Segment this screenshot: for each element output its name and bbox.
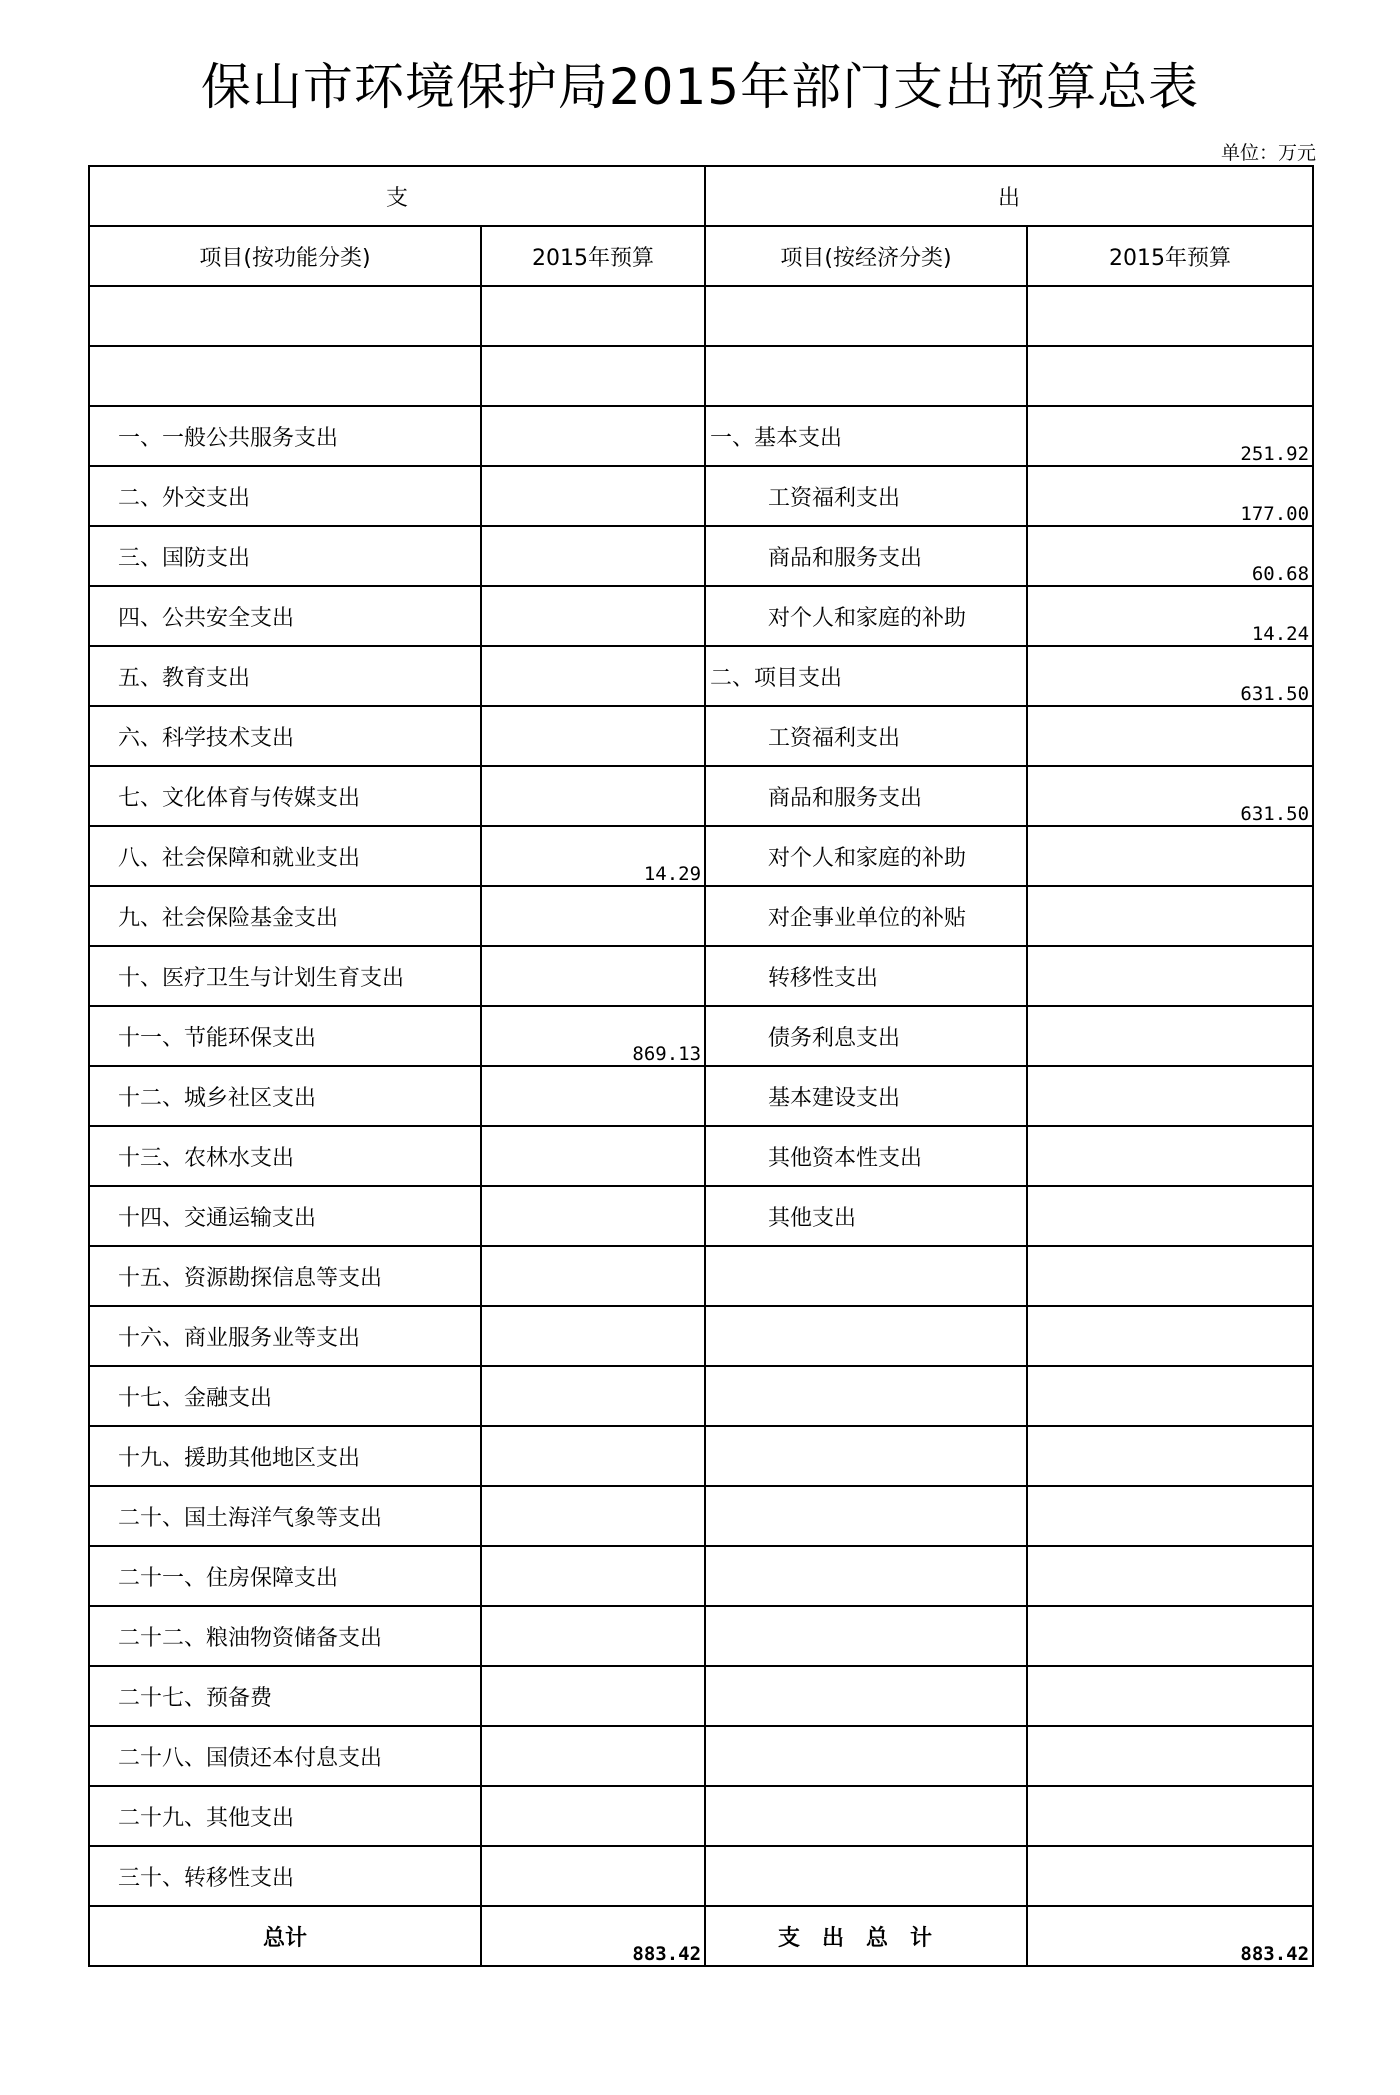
table-row [89,1846,1313,1906]
econ-item-cell [705,1306,1027,1366]
amount-value: 631.50 [1240,803,1310,825]
econ-budget-cell [1027,646,1313,706]
page-title: 保山市环境保护局2015年部门支出预算总表 [200,58,1200,116]
econ-budget-cell [1027,1486,1313,1546]
econ-budget-cell [1027,946,1313,1006]
econ-budget-cell [1027,1726,1313,1786]
econ-item-cell [705,1426,1027,1486]
total-econ-amount-cell [1027,1906,1313,1966]
amount-value: 14.29 [643,863,702,885]
col-header-func-budget: 2015年预算 [481,226,705,286]
func-item-cell: 十六、商业服务业等支出 [89,1306,481,1366]
func-budget-cell [481,946,705,1006]
econ-item-cell: 对个人和家庭的补助 [705,826,1027,886]
econ-budget-cell [1027,1426,1313,1486]
econ-item-cell: 债务利息支出 [705,1006,1027,1066]
func-budget-cell [481,526,705,586]
econ-item-cell [705,1726,1027,1786]
table-row [89,766,1313,826]
func-item-cell: 九、社会保险基金支出 [89,886,481,946]
econ-item-cell [705,1366,1027,1426]
func-budget-cell [481,1846,705,1906]
table-row [89,1786,1313,1846]
func-item-cell: 十七、金融支出 [89,1366,481,1426]
econ-budget-cell [1027,706,1313,766]
econ-item-cell [705,1546,1027,1606]
amount-value: 631.50 [1240,683,1310,705]
econ-item-cell: 基本建设支出 [705,1066,1027,1126]
unit-label: 单位：万元 [1220,142,1316,164]
func-item-cell: 十四、交通运输支出 [89,1186,481,1246]
table-row [89,1186,1313,1246]
econ-item-cell [705,286,1027,346]
econ-budget-cell [1027,586,1313,646]
total-row [89,1906,1313,1966]
col-header-econ-budget: 2015年预算 [1027,226,1313,286]
func-budget-cell [481,886,705,946]
table-row [89,286,1313,346]
econ-item-cell [705,1846,1027,1906]
func-item-cell: 二十九、其他支出 [89,1786,481,1846]
econ-item-cell [705,1246,1027,1306]
func-item-cell: 二十、国土海洋气象等支出 [89,1486,481,1546]
econ-budget-cell [1027,886,1313,946]
amount-value: 251.92 [1240,443,1310,465]
econ-budget-cell [1027,1846,1313,1906]
col-header-econ-item: 项目(按经济分类) [705,226,1027,286]
table-row [89,1126,1313,1186]
econ-item-cell: 对企事业单位的补贴 [705,886,1027,946]
econ-budget-cell [1027,766,1313,826]
budget-table-body [89,166,1313,1966]
func-budget-cell [481,1366,705,1426]
table-row [89,1606,1313,1666]
table-row [89,826,1313,886]
econ-item-cell [705,1786,1027,1846]
econ-budget-cell [1027,1666,1313,1726]
func-item-cell: 二十二、粮油物资储备支出 [89,1606,481,1666]
func-item-cell: 三、国防支出 [89,526,481,586]
total-econ-label-cell: 支出总计 [705,1906,1027,1966]
func-budget-cell [481,646,705,706]
econ-item-cell [705,346,1027,406]
func-item-cell: 二十一、住房保障支出 [89,1546,481,1606]
func-item-cell: 十九、援助其他地区支出 [89,1426,481,1486]
func-budget-cell [481,1666,705,1726]
econ-item-cell: 对个人和家庭的补助 [705,586,1027,646]
table-row [89,1486,1313,1546]
func-item-cell: 七、文化体育与传媒支出 [89,766,481,826]
econ-budget-cell [1027,826,1313,886]
header-row-side [89,166,1313,226]
table-row [89,466,1313,526]
table-row [89,1366,1313,1426]
econ-item-cell: 商品和服务支出 [705,526,1027,586]
func-budget-cell [481,586,705,646]
budget-table [88,165,1314,1967]
func-budget-cell [481,1606,705,1666]
econ-item-cell: 工资福利支出 [705,706,1027,766]
econ-budget-cell [1027,1006,1313,1066]
econ-item-cell [705,1666,1027,1726]
func-budget-cell [481,826,705,886]
econ-item-cell: 转移性支出 [705,946,1027,1006]
func-item-cell: 八、社会保障和就业支出 [89,826,481,886]
econ-budget-cell [1027,1186,1313,1246]
total-label-cell: 总计 [89,1906,481,1966]
econ-budget-cell [1027,1546,1313,1606]
func-item-cell: 二十七、预备费 [89,1666,481,1726]
func-budget-cell [481,286,705,346]
econ-budget-cell [1027,1786,1313,1846]
econ-budget-cell [1027,346,1313,406]
func-budget-cell [481,1186,705,1246]
econ-budget-cell [1027,466,1313,526]
econ-budget-cell [1027,1306,1313,1366]
table-row [89,646,1313,706]
econ-budget-cell [1027,406,1313,466]
amount-value: 177.00 [1240,503,1310,525]
func-budget-cell [481,346,705,406]
table-row [89,886,1313,946]
table-row [89,706,1313,766]
table-row [89,946,1313,1006]
func-budget-cell [481,1426,705,1486]
econ-budget-cell [1027,1126,1313,1186]
table-row [89,1006,1313,1066]
econ-item-cell [705,1606,1027,1666]
econ-item-cell: 二、项目支出 [705,646,1027,706]
table-row [89,526,1313,586]
func-budget-cell [481,406,705,466]
header-right-cell: 出 [705,166,1313,226]
table-row [89,346,1313,406]
amount-value: 883.42 [632,1943,702,1965]
econ-budget-cell [1027,1066,1313,1126]
func-budget-cell [481,1546,705,1606]
amount-value: 869.13 [632,1043,702,1065]
amount-value: 883.42 [1240,1943,1310,1965]
total-func-amount-cell [481,1906,705,1966]
func-item-cell: 十五、资源勘探信息等支出 [89,1246,481,1306]
table-row [89,1246,1313,1306]
table-row [89,1726,1313,1786]
func-budget-cell [481,1306,705,1366]
header-left-cell: 支 [89,166,705,226]
econ-budget-cell [1027,286,1313,346]
func-budget-cell [481,706,705,766]
func-item-cell: 五、教育支出 [89,646,481,706]
func-item-cell: 十、医疗卫生与计划生育支出 [89,946,481,1006]
func-item-cell: 二、外交支出 [89,466,481,526]
func-budget-cell [481,766,705,826]
table-row [89,1546,1313,1606]
table-row [89,586,1313,646]
func-budget-cell [481,466,705,526]
func-budget-cell [481,1066,705,1126]
table-row [89,406,1313,466]
func-item-cell [89,346,481,406]
econ-item-cell: 一、基本支出 [705,406,1027,466]
func-item-cell: 十一、节能环保支出 [89,1006,481,1066]
func-budget-cell [481,1486,705,1546]
col-header-func-item: 项目(按功能分类) [89,226,481,286]
econ-budget-cell [1027,526,1313,586]
func-budget-cell [481,1126,705,1186]
econ-item-cell: 工资福利支出 [705,466,1027,526]
amount-value: 14.24 [1251,623,1310,645]
econ-item-cell: 其他支出 [705,1186,1027,1246]
amount-value: 60.68 [1251,563,1310,585]
econ-item-cell: 商品和服务支出 [705,766,1027,826]
func-item-cell: 四、公共安全支出 [89,586,481,646]
econ-item-cell: 其他资本性支出 [705,1126,1027,1186]
econ-item-cell [705,1486,1027,1546]
func-budget-cell [481,1246,705,1306]
econ-budget-cell [1027,1366,1313,1426]
func-item-cell: 二十八、国债还本付息支出 [89,1726,481,1786]
func-item-cell: 十二、城乡社区支出 [89,1066,481,1126]
table-row [89,1666,1313,1726]
econ-budget-cell [1027,1606,1313,1666]
table-row [89,1306,1313,1366]
table-row [89,1426,1313,1486]
func-item-cell: 一、一般公共服务支出 [89,406,481,466]
func-item-cell: 十三、农林水支出 [89,1126,481,1186]
func-budget-cell [481,1786,705,1846]
table-row [89,1066,1313,1126]
func-item-cell: 三十、转移性支出 [89,1846,481,1906]
func-item-cell [89,286,481,346]
func-item-cell: 六、科学技术支出 [89,706,481,766]
func-budget-cell [481,1726,705,1786]
func-budget-cell [481,1006,705,1066]
header-row-columns [89,226,1313,286]
econ-budget-cell [1027,1246,1313,1306]
